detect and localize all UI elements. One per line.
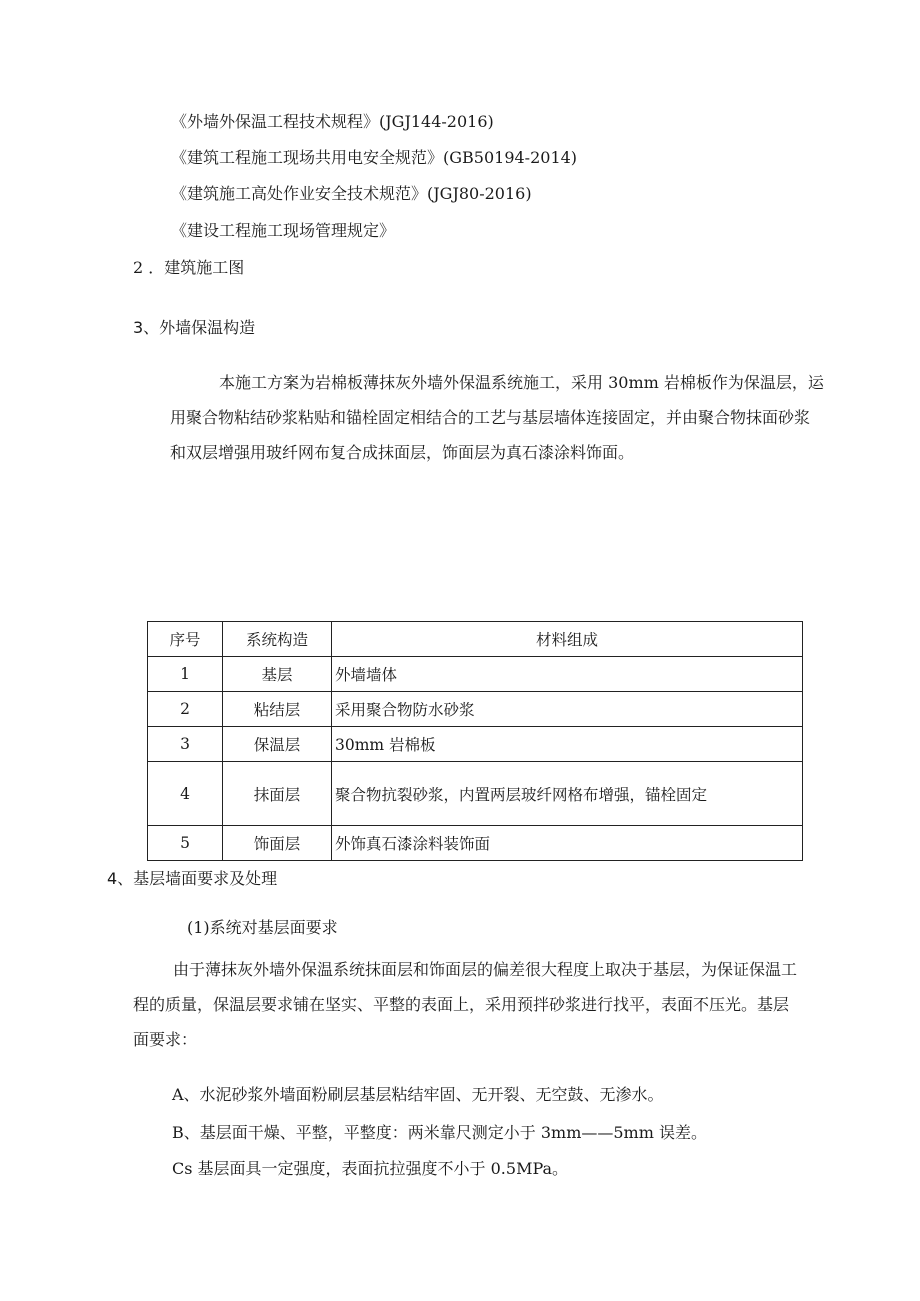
row-material: 聚合物抗裂砂浆，内置两层玻纤网格布增强，锚栓固定 (332, 762, 803, 826)
table-row (148, 762, 803, 826)
row-no: 2 (148, 692, 223, 727)
row-layer: 保温层 (223, 727, 332, 762)
row-no: 5 (148, 826, 223, 861)
section-4-subtitle: (1)系统对基层面要求 (187, 918, 338, 937)
construction-table (147, 621, 803, 861)
reference-item: 《建设工程施工现场管理规定》 (171, 221, 396, 240)
row-layer: 基层 (223, 657, 332, 692)
section-2-title: 2 ．建筑施工图 (133, 258, 245, 277)
paragraph-line: 用聚合物粘结砂浆粘贴和锚栓固定相结合的工艺与基层墙体连接固定，并由聚合物抹面砂浆 (170, 408, 811, 427)
row-material: 采用聚合物防水砂浆 (332, 692, 803, 727)
row-layer: 粘结层 (223, 692, 332, 727)
paragraph-line: 程的质量，保温层要求铺在坚实、平整的表面上，采用预拌砂浆进行找平，表面不压光。基层 (133, 995, 790, 1014)
section-4-paragraph (133, 952, 797, 1057)
table-header-row (148, 622, 803, 657)
row-material: 外墙墙体 (332, 657, 803, 692)
table-row (148, 826, 803, 861)
row-no: 3 (148, 727, 223, 762)
requirement-item: A、水泥砂浆外墙面粉刷层基层粘结牢固、无开裂、无空鼓、无渗水。 (172, 1085, 664, 1104)
table-row (148, 692, 803, 727)
paragraph-line: 由于薄抹灰外墙外保温系统抹面层和饰面层的偏差很大程度上取决于基层，为保证保温工 (173, 960, 798, 979)
paragraph-line: 本施工方案为岩棉板薄抹灰外墙外保温系统施工，采用 30mm 岩棉板作为保温层，运 (219, 373, 824, 392)
row-no: 1 (148, 657, 223, 692)
table-row (148, 657, 803, 692)
section-3-title: 3、外墙保温构造 (133, 318, 256, 337)
row-no: 4 (148, 762, 223, 826)
section-3-paragraph (170, 365, 824, 470)
row-material: 30mm 岩棉板 (332, 727, 803, 762)
reference-item: 《建筑施工高处作业安全技术规范》(JGJ80-2016) (171, 184, 532, 203)
paragraph-line: 面要求： (133, 1030, 198, 1049)
reference-item: 《建筑工程施工现场共用电安全规范》(GB50194-2014) (171, 148, 578, 167)
reference-item: 《外墙外保温工程技术规程》(JGJ144-2016) (171, 112, 494, 131)
table-row (148, 727, 803, 762)
section-4-title: 4、基层墙面要求及处理 (107, 869, 278, 888)
row-material: 外饰真石漆涂料装饰面 (332, 826, 803, 861)
row-layer: 饰面层 (223, 826, 332, 861)
paragraph-line: 和双层增强用玻纤网布复合成抹面层，饰面层为真石漆涂料饰面。 (170, 443, 635, 462)
header-layer: 系统构造 (223, 622, 332, 657)
row-layer: 抹面层 (223, 762, 332, 826)
header-no: 序号 (148, 622, 223, 657)
requirement-item: B、基层面干燥、平整，平整度：两米靠尺测定小于 3mm——5mm 误差。 (172, 1123, 707, 1142)
requirement-item: Cs 基层面具一定强度，表面抗拉强度不小于 0.5MPa。 (172, 1159, 569, 1178)
header-material: 材料组成 (332, 622, 803, 657)
